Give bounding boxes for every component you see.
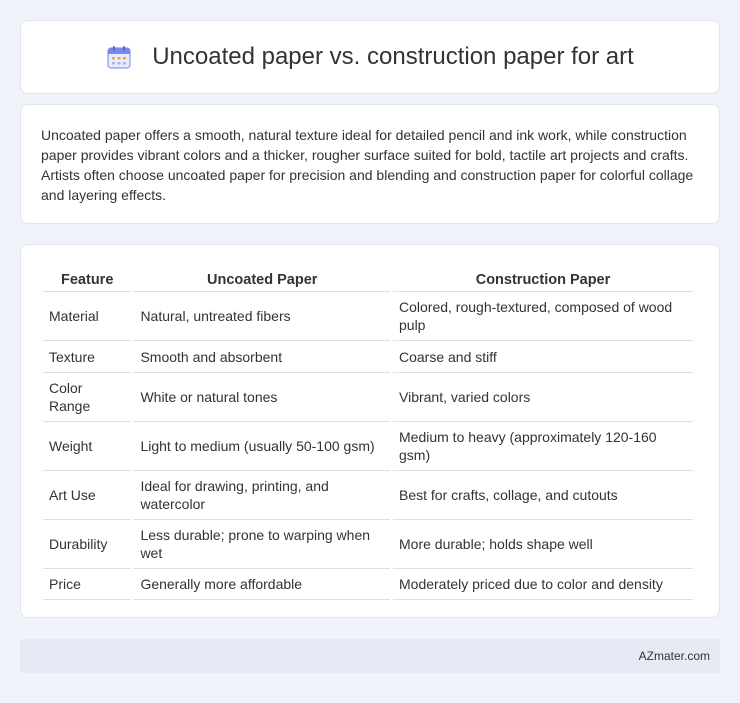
- table-row: [43, 422, 693, 471]
- feature-cell: Price: [43, 569, 131, 600]
- uncoated-cell: White or natural tones: [134, 373, 390, 422]
- feature-cell: Durability: [43, 520, 131, 569]
- table-row: [43, 520, 693, 569]
- construction-cell: Vibrant, varied colors: [393, 373, 693, 422]
- calendar-icon: [106, 44, 132, 70]
- construction-cell: Medium to heavy (approximately 120-160 gsm): [393, 422, 693, 471]
- summary-text: Uncoated paper offers a smooth, natural texture ideal for detailed pencil and ink work, while construction paper provides vibrant colors and a thicker, rougher surface suited for bold, tactile art projects and crafts. Artists often choose uncoated paper for precision and blending and construction paper for colorful collage and layering effects.: [41, 127, 694, 203]
- construction-cell: Coarse and stiff: [393, 341, 693, 373]
- table-row: [43, 373, 693, 422]
- table-row: [43, 341, 693, 373]
- construction-cell: Best for crafts, collage, and cutouts: [393, 471, 693, 520]
- table-header-row: [43, 265, 693, 292]
- table-row: [43, 569, 693, 600]
- uncoated-cell: Less durable; prone to warping when wet: [134, 520, 390, 569]
- header-construction-paper: Construction Paper: [393, 265, 693, 292]
- footer-bar: [20, 639, 720, 673]
- construction-cell: Moderately priced due to color and density: [393, 569, 693, 600]
- footer-site-link[interactable]: AZmater.com: [638, 649, 710, 663]
- table-row: [43, 292, 693, 341]
- feature-cell: Texture: [43, 341, 131, 373]
- construction-cell: Colored, rough-textured, composed of wood pulp: [393, 292, 693, 341]
- page-title: Uncoated paper vs. construction paper for art: [152, 43, 634, 70]
- feature-cell: Material: [43, 292, 131, 341]
- construction-cell: More durable; holds shape well: [393, 520, 693, 569]
- uncoated-cell: Generally more affordable: [134, 569, 390, 600]
- title-wrap: [106, 43, 634, 71]
- comparison-table-card: [20, 244, 720, 618]
- header-uncoated-paper: Uncoated Paper: [134, 265, 390, 292]
- uncoated-cell: Ideal for drawing, printing, and watercolor: [134, 471, 390, 520]
- feature-cell: Color Range: [43, 373, 131, 422]
- comparison-table: [40, 265, 696, 600]
- uncoated-cell: Light to medium (usually 50-100 gsm): [134, 422, 390, 471]
- header-card: [20, 20, 720, 94]
- feature-cell: Weight: [43, 422, 131, 471]
- uncoated-cell: Smooth and absorbent: [134, 341, 390, 373]
- feature-cell: Art Use: [43, 471, 131, 520]
- uncoated-cell: Natural, untreated fibers: [134, 292, 390, 341]
- summary-card: [20, 104, 720, 224]
- table-row: [43, 471, 693, 520]
- header-feature: Feature: [43, 265, 131, 292]
